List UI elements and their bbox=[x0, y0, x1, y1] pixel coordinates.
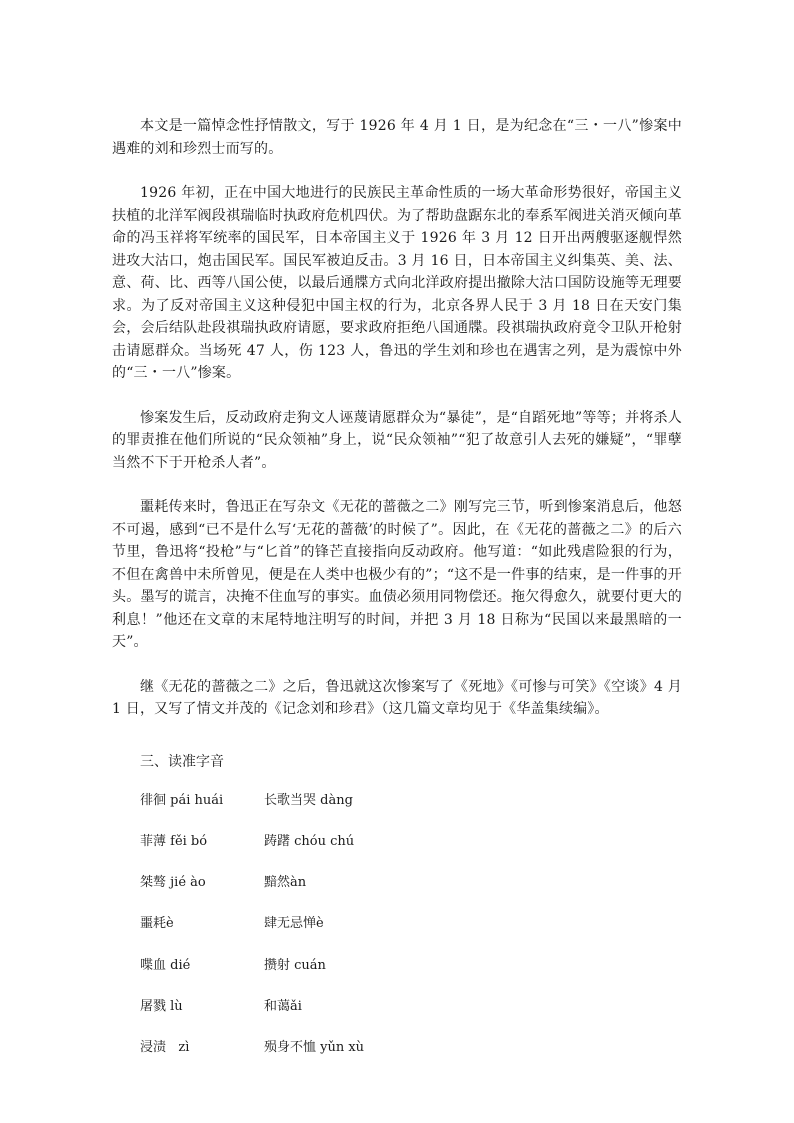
document-page bbox=[112, 115, 682, 1080]
vocab-right: 黯然àn bbox=[264, 875, 307, 891]
luxun-response-paragraph: 噩耗传来时，鲁迅正在写杂文《无花的蔷薇之二》刚写完三节，听到惨案消息后，他怒不可遏，感到“已不是什么写‘无花的蔷薇’的时候了”。因此，在《无花的蔷薇之二》的后六节里，鲁迅将“投枪”与“匕首”的锋芒直接指向反动政府。他写道：“如此残虐险狠的行为，不但在禽兽中未所曾见，便是在人类中也极少有的”；“这不是一件事的结束，是一件事的开头。墨写的谎言，决掩不住血写的事实。血债必须用同物偿还。拖欠得愈久，就要付更大的利息！”他还在文章的末尾特地注明写的时间，并把 3 月 18 日称为“民国以来最黑暗的一天”。 bbox=[112, 499, 682, 650]
vocab-left: 桀骜 jié ào bbox=[140, 875, 206, 891]
aftermath-paragraph: 惨案发生后，反动政府走狗文人诬蔑请愿群众为“暴徒”，是“自蹈死地”等等；并将杀人的罪责推在他们所说的“民众领袖”身上，说“民众领袖”“犯了故意引人去死的嫌疑”，“罪孽当然不下于开枪杀人者”。 bbox=[112, 409, 682, 471]
vocab-right: 长歌当哭 dàng bbox=[264, 792, 353, 808]
works-paragraph: 继《无花的蔷薇之二》之后，鲁迅就这次惨案写了《死地》《可惨与可笑》《空谈》4 月 1 日，又写了情文并茂的《记念刘和珍君》（这几篇文章均见于《华盖集续编》。 bbox=[112, 678, 682, 717]
vocab-right: 攒射 cuán bbox=[264, 957, 326, 973]
vocab-row bbox=[112, 997, 682, 1038]
vocab-list bbox=[112, 791, 682, 1080]
vocab-left: 噩耗è bbox=[140, 916, 174, 932]
section-heading: 三、读准字音 bbox=[140, 753, 224, 770]
vocab-row bbox=[112, 1038, 682, 1079]
vocab-left: 浸渍 zì bbox=[140, 1040, 190, 1056]
vocab-row bbox=[112, 832, 682, 873]
vocab-right: 殒身不恤 yǔn xù bbox=[264, 1040, 365, 1056]
background-paragraph: 1926 年初，正在中国大地进行的民族民主革命性质的一场大革命形势很好，帝国主义扶植的北洋军阀段祺瑞临时执政府危机四伏。为了帮助盘踞东北的奉系军阀进关消灭倾向革命的冯玉祥将军统率的国民军，日本帝国主义于 1926 年 3 月 12 日开出两艘驱逐舰悍然进攻大沽口，炮击国民军。国民军被迫反击。3 月 16 日，日本帝国主义纠集英、美、法、意、荷、比、西等八国公使，以最后通牒方式向北洋政府提出撤除大沽口国防设施等无理要求。为了反对帝国主义这种侵犯中国主权的行为，北京各界人民于 3 月 18 日在天安门集会，会后结队赴段祺瑞执政府请愿，要求政府拒绝八国通牒。段祺瑞执政府竟令卫队开枪射击请愿群众。当场死 47 人，伤 123 人，鲁迅的学生刘和珍也在遇害之列，是为震惊中外的“三・一八”惨案。 bbox=[112, 185, 682, 381]
vocab-left: 喋血 dié bbox=[140, 957, 191, 973]
vocab-left: 菲薄 fěi bó bbox=[140, 833, 208, 849]
vocab-right: 和蔼ǎi bbox=[264, 998, 302, 1014]
vocab-left: 徘徊 pái huái bbox=[140, 792, 224, 808]
intro-paragraph: 本文是一篇悼念性抒情散文，写于 1926 年 4 月 1 日，是为纪念在“三・一八”惨案中遇难的刘和珍烈士而写的。 bbox=[112, 118, 682, 157]
vocab-row bbox=[112, 873, 682, 914]
vocab-right: 肆无忌惮è bbox=[264, 916, 324, 932]
vocab-left: 屠戮 lù bbox=[140, 998, 183, 1014]
vocab-right: 踌躇 chóu chú bbox=[264, 833, 355, 849]
vocab-row bbox=[112, 914, 682, 955]
vocab-row bbox=[112, 956, 682, 997]
vocab-row bbox=[112, 791, 682, 832]
